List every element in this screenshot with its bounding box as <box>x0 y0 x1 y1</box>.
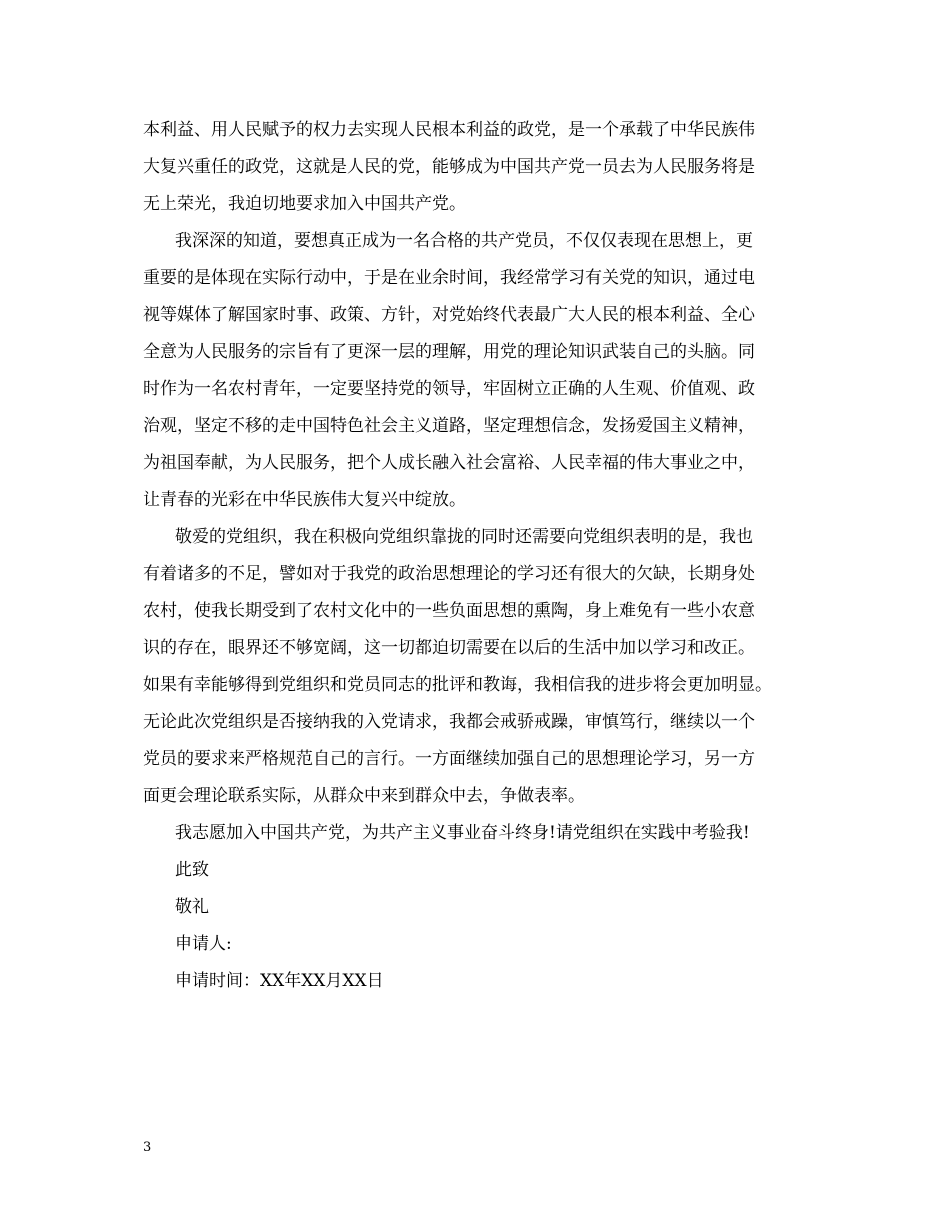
text-line: 治观，坚定不移的走中国特色社会主义道路，坚定理想信念，发扬爱国主义精神， <box>143 416 755 436</box>
text-line: 大复兴重任的政党，这就是人民的党，能够成为中国共产党一员去为人民服务将是 <box>143 157 755 177</box>
text-line: 党员的要求来严格规范自己的言行。一方面继续加强自己的思想理论学习，另一方 <box>143 749 755 769</box>
text-line: 全意为人民服务的宗旨有了更深一层的理解，用党的理论知识武装自己的头脑。同 <box>143 342 755 362</box>
closing-regards: 敬礼 <box>175 897 209 917</box>
text-line: 有着诸多的不足，譬如对于我党的政治思想理论的学习还有很大的欠缺，长期身处 <box>143 564 755 584</box>
text-line: 让青春的光彩在中华民族伟大复兴中绽放。 <box>143 490 466 510</box>
letter-body <box>143 112 843 1000</box>
text-line: 敬爱的党组织，我在积极向党组织靠拢的同时还需要向党组织表明的是，我也 <box>175 527 753 547</box>
text-line: 无上荣光，我迫切地要求加入中国共产党。 <box>143 194 466 214</box>
text-line: 我志愿加入中国共产党，为共产主义事业奋斗终身!请党组织在实践中考验我! <box>175 823 750 843</box>
text-line: 时作为一名农村青年，一定要坚持党的领导，牢固树立正确的人生观、价值观、政 <box>143 379 755 399</box>
text-line: 视等媒体了解国家时事、政策、方针，对党始终代表最广大人民的根本利益、全心 <box>143 305 755 325</box>
text-line: 重要的是体现在实际行动中，于是在业余时间，我经常学习有关党的知识，通过电 <box>143 268 755 288</box>
text-line: 无论此次党组织是否接纳我的入党请求，我都会戒骄戒躁，审慎笃行，继续以一个 <box>143 712 755 732</box>
text-line: 本利益、用人民赋予的权力去实现人民根本利益的政党，是一个承载了中华民族伟 <box>143 120 755 140</box>
text-line: 为祖国奉献，为人民服务，把个人成长融入社会富裕、人民幸福的伟大事业之中， <box>143 453 755 473</box>
application-date: 申请时间：XX年XX月XX日 <box>175 971 384 991</box>
text-line: 面更会理论联系实际，从群众中来到群众中去，争做表率。 <box>143 786 585 806</box>
applicant-label: 申请人: <box>175 934 232 954</box>
text-line: 如果有幸能够得到党组织和党员同志的批评和教诲，我相信我的进步将会更加明显。 <box>143 675 772 695</box>
closing-salutation: 此致 <box>175 860 209 880</box>
text-line: 我深深的知道，要想真正成为一名合格的共产党员，不仅仅表现在思想上，更 <box>175 231 753 251</box>
page-number: 3 <box>143 1140 152 1155</box>
text-line: 农村，使我长期受到了农村文化中的一些负面思想的熏陶，身上难免有一些小农意 <box>143 601 755 621</box>
text-line: 识的存在，眼界还不够宽阔，这一切都迫切需要在以后的生活中加以学习和改正。 <box>143 638 755 658</box>
